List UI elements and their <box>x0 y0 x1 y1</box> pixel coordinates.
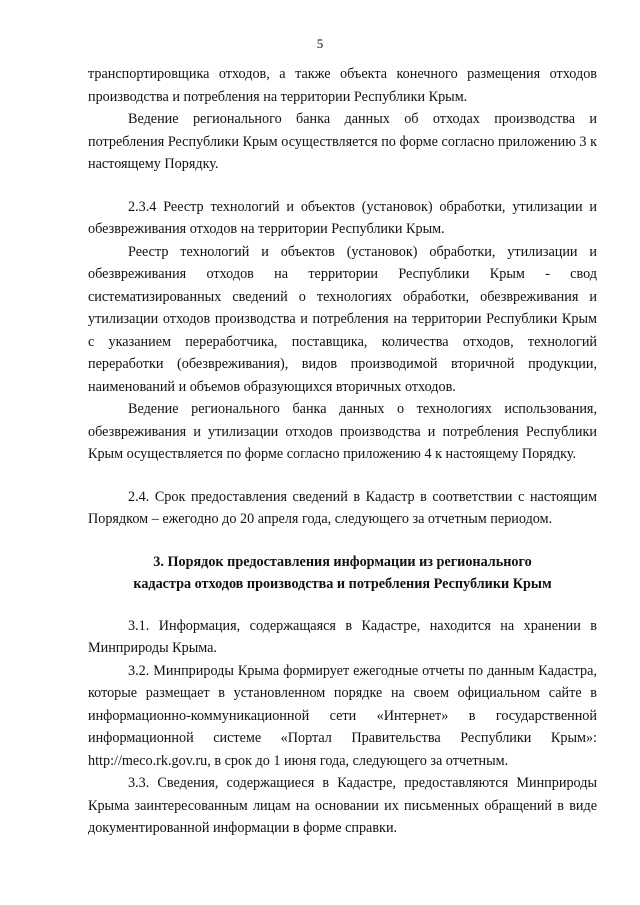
page-number: 5 <box>316 36 324 51</box>
paragraph-2-4: 2.4. Срок предоставления сведений в Кадастр в соответствии с настоящим Порядком – ежегодно до 20 апреля года, следующего за отчетным периодом. <box>88 488 597 527</box>
document-body <box>88 63 597 840</box>
paragraph-3-1: 3.1. Информация, содержащаяся в Кадастре, находится на хранении в Минприроды Крыма. <box>88 617 597 656</box>
paragraph-technology-bank: Ведение регионального банка данных о технологиях использования, обезвреживания и утилизации отходов производства и потребления Республики Крым осуществляется по форме согласно приложению 4 к настоящему Порядку. <box>88 401 597 462</box>
section-3-heading-line2: кадастра отходов производства и потребления Республики Крым <box>133 576 552 592</box>
paragraph-regional-waste-bank: Ведение регионального банка данных об отходах производства и потребления Республики Крым осуществляется по форме согласно приложению 3 к настоящему Порядку. <box>88 111 597 172</box>
paragraph-3-2: 3.2. Минприроды Крыма формирует ежегодные отчеты по данным Кадастра, которые размещает в установленном порядке на своем официальном сайте в информационно-коммуникационной сети «Интернет» в государственной информационной системе «Портал Правительства Республики Крым»: http://meco.rk.gov.ru, в срок до 1 июня года, следующего за отчетным. <box>88 662 597 769</box>
paragraph-2-3-4: 2.3.4 Реестр технологий и объектов (установок) обработки, утилизации и обезвреживания отходов на территории Республики Крым. <box>88 198 597 237</box>
paragraph-3-3: 3.3. Сведения, содержащиеся в Кадастре, предоставляются Минприроды Крыма заинтересованным лицам на основании их письменных обращений в виде документированной информации в форме справки. <box>88 775 597 836</box>
section-3-heading <box>88 551 597 596</box>
paragraph-registry-definition: Реестр технологий и объектов (установок) обработки, утилизации и обезвреживания отходов на территории Республики Крым - свод систематизированных сведений о технологиях обработки, обезвреживания и утилизации отходов производства и потребления на территории Республики Крым с указанием переработчика, поставщика, количества отходов, технологий переработки (обезвреживания), видов производимой вторичной продукции, наименований и объемов образующихся вторичных отходов. <box>88 243 597 395</box>
paragraph-continuation: транспортировщика отходов, а также объекта конечного размещения отходов производства и потребления на территории Республики Крым. <box>88 66 597 105</box>
section-3-heading-line1: 3. Порядок предоставления информации из регионального <box>153 553 532 570</box>
